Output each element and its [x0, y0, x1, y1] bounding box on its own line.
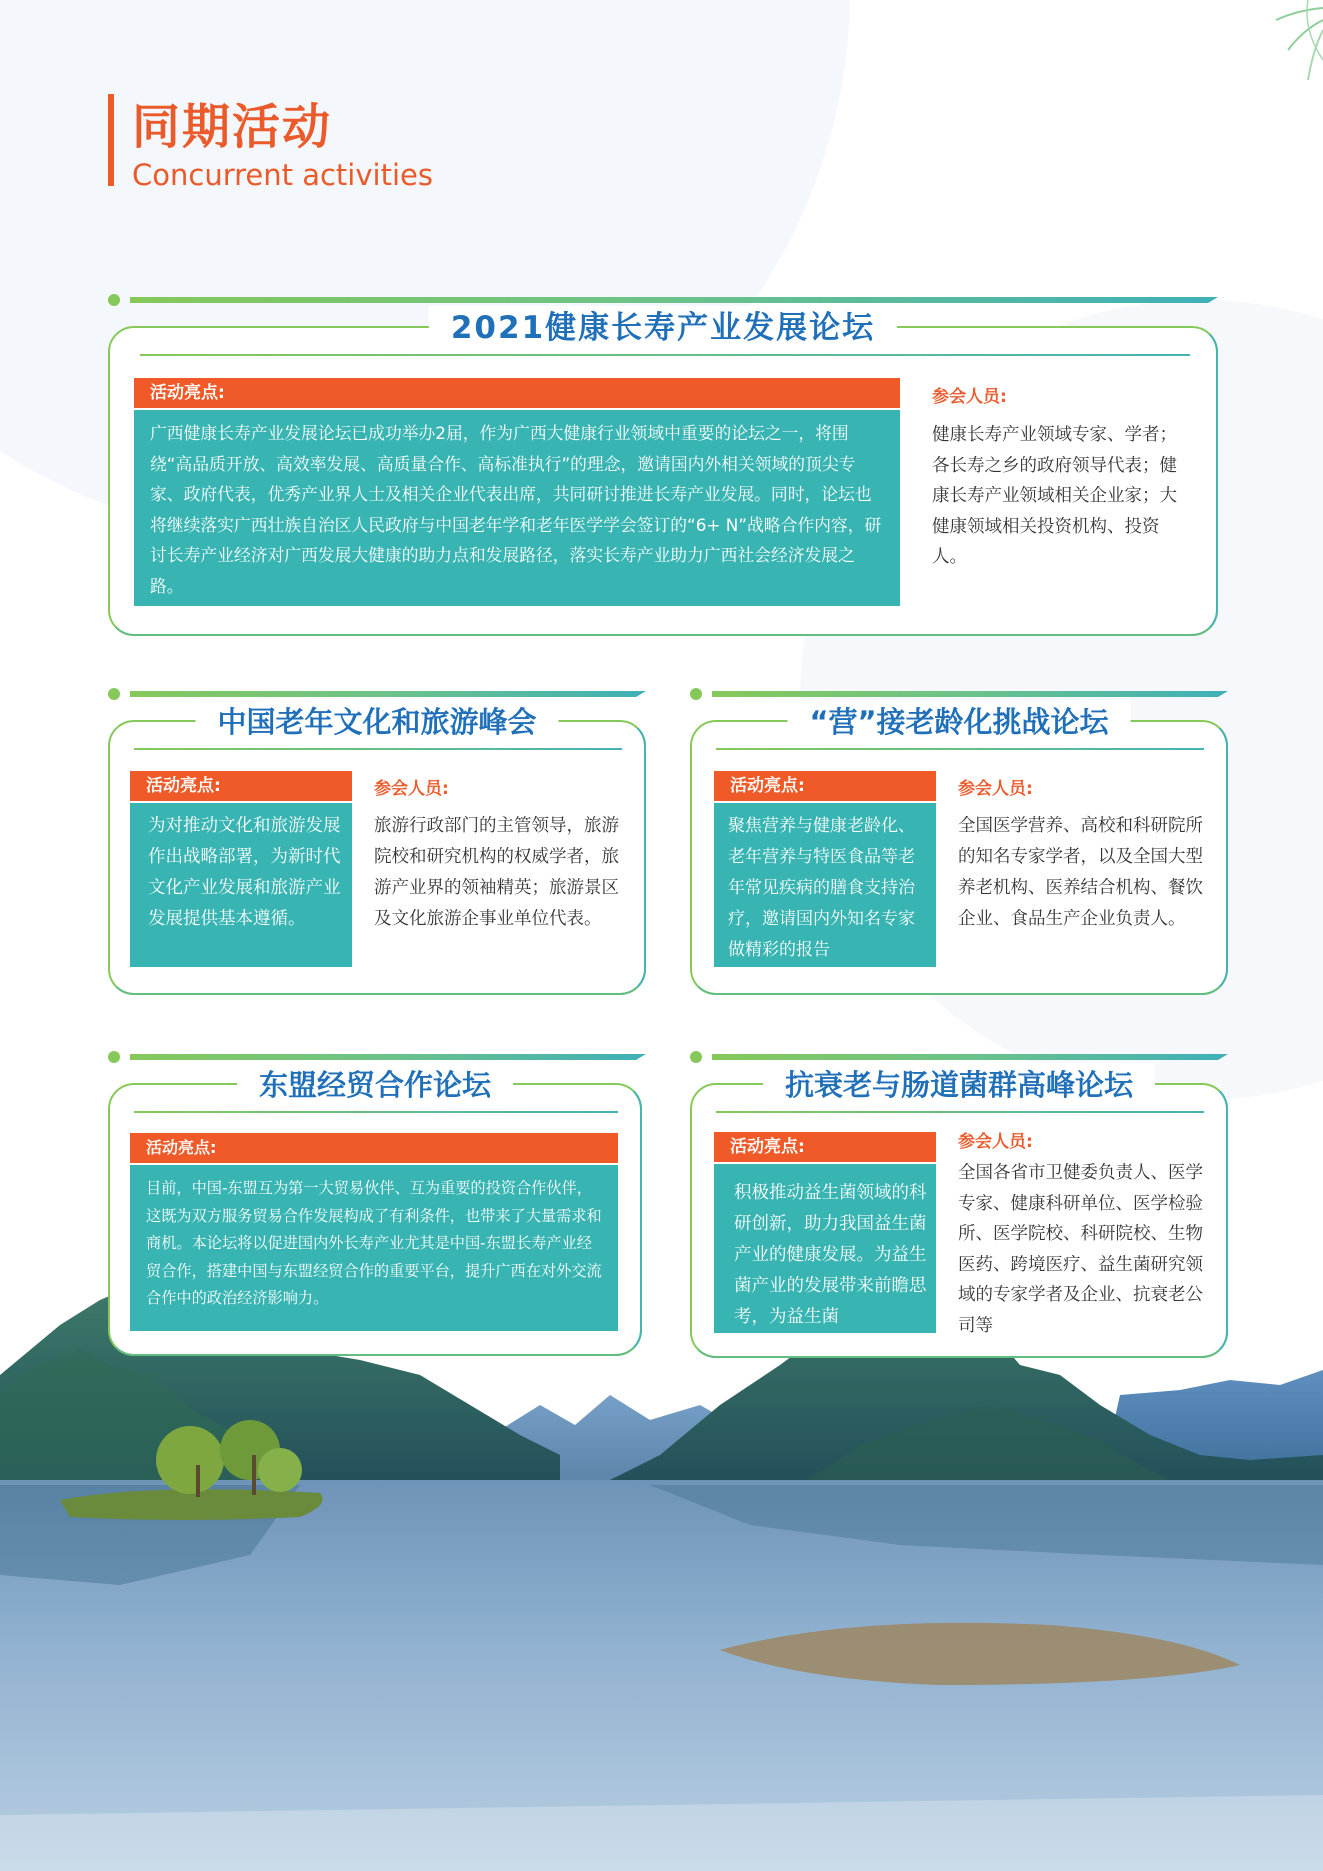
highlights-text: 广西健康长寿产业发展论坛已成功举办2届，作为广西大健康行业领域中重要的论坛之一，将围绕“高品质开放、高效率发展、高质量合作、高标准执行”的理念，邀请国内外相关领域的顶尖专家、政府代表，优秀产业界人士及相关企业代表出席，共同研讨推进长寿产业发展。同时，论坛也将继续落实广西壮族自治区人民政府与中国老年学和老年医学学会签订的“6+ N”战略合作内容，研讨长寿产业经济对广西发展大健康的助力点和发展路径，落实长寿产业助力广西社会经济发展之路。 — [134, 410, 900, 606]
card-top-rule — [690, 687, 1228, 701]
card-top-rule — [690, 1050, 1228, 1064]
highlights-text: 积极推动益生菌领域的科研创新，助力我国益生菌产业的健康发展。为益生菌产业的发展带来前瞻思考，为益生菌 — [714, 1164, 936, 1333]
card-top-rule — [108, 293, 1218, 307]
attendees-header: 参会人员: — [374, 779, 449, 799]
forum-title: “营”接老龄化挑战论坛 — [787, 700, 1130, 744]
forum-title: 2021健康长寿产业发展论坛 — [429, 306, 897, 350]
rule-dot — [108, 294, 120, 306]
forum-card-asean-trade — [108, 1068, 642, 1356]
title-underline — [716, 1111, 1204, 1113]
attendees-header: 参会人员: — [958, 779, 1033, 799]
card-top-rule — [108, 1050, 646, 1064]
rule-bar — [130, 297, 1218, 303]
forum-card-nutrition-aging — [690, 705, 1228, 995]
attendees-text: 健康长寿产业领域专家、学者；各长寿之乡的政府领导代表；健康长寿产业领域相关企业家；大健康领域相关投资机构、投资人。 — [932, 425, 1177, 567]
rule-bar — [130, 691, 646, 697]
attendees-header: 参会人员: — [958, 1132, 1033, 1152]
forum-title: 东盟经贸合作论坛 — [237, 1063, 513, 1107]
page-title-english: Concurrent activities — [132, 158, 433, 192]
forum-card-culture-tourism — [108, 705, 646, 995]
title-accent-bar — [108, 94, 114, 186]
corner-leaf-decoration — [1268, 0, 1323, 85]
highlights-text: 为对推动文化和旅游发展作出战略部署，为新时代文化产业发展和旅游产业发展提供基本遵循。 — [130, 803, 352, 967]
forum-title: 抗衰老与肠道菌群高峰论坛 — [763, 1063, 1155, 1107]
highlights-header: 活动亮点: — [130, 1133, 618, 1163]
rule-dot — [108, 688, 120, 700]
title-underline — [134, 748, 622, 750]
rule-dot — [690, 688, 702, 700]
attendees-text: 全国各省市卫健委负责人、医学专家、健康科研单位、医学检验所、医学院校、科研院校、生物医药、跨境医疗、益生菌研究领域的专家学者及企业、抗衰老公司等 — [958, 1163, 1203, 1336]
highlights-text: 聚焦营养与健康老龄化、老年营养与特医食品等老年常见疾病的膳食支持治疗，邀请国内外知名专家做精彩的报告 — [714, 803, 936, 967]
attendees-text: 全国医学营养、高校和科研院所的知名专家学者，以及全国大型养老机构、医养结合机构、餐饮企业、食品生产企业负责人。 — [958, 816, 1203, 929]
highlights-text: 目前，中国-东盟互为第一大贸易伙伴、互为重要的投资合作伙伴，这既为双方服务贸易合作发展构成了有利条件，也带来了大量需求和商机。本论坛将以促进国内外长寿产业尤其是中国-东盟长寿产业经贸合作，搭建中国与东盟经贸合作的重要平台，提升广西在对外交流合作中的政治经济影响力。 — [130, 1165, 618, 1331]
highlights-header: 活动亮点: — [134, 378, 900, 408]
rule-dot — [690, 1051, 702, 1063]
title-underline — [134, 1111, 618, 1113]
forum-title: 中国老年文化和旅游峰会 — [195, 700, 558, 744]
title-underline — [140, 354, 1190, 356]
page-title-chinese: 同期活动 — [132, 99, 333, 155]
highlights-header: 活动亮点: — [714, 771, 936, 801]
highlights-header: 活动亮点: — [130, 771, 352, 801]
rule-bar — [712, 1054, 1228, 1060]
title-underline — [716, 748, 1204, 750]
forum-card-anti-aging-microbiota — [690, 1068, 1228, 1358]
forum-card-health-longevity — [108, 310, 1218, 636]
rule-bar — [130, 1054, 646, 1060]
card-top-rule — [108, 687, 646, 701]
attendees-text: 旅游行政部门的主管领导，旅游院校和研究机构的权威学者，旅游产业界的领袖精英；旅游景区及文化旅游企事业单位代表。 — [374, 816, 619, 929]
rule-bar — [712, 691, 1228, 697]
rule-dot — [108, 1051, 120, 1063]
highlights-header: 活动亮点: — [714, 1132, 936, 1162]
attendees-header: 参会人员: — [932, 387, 1007, 407]
